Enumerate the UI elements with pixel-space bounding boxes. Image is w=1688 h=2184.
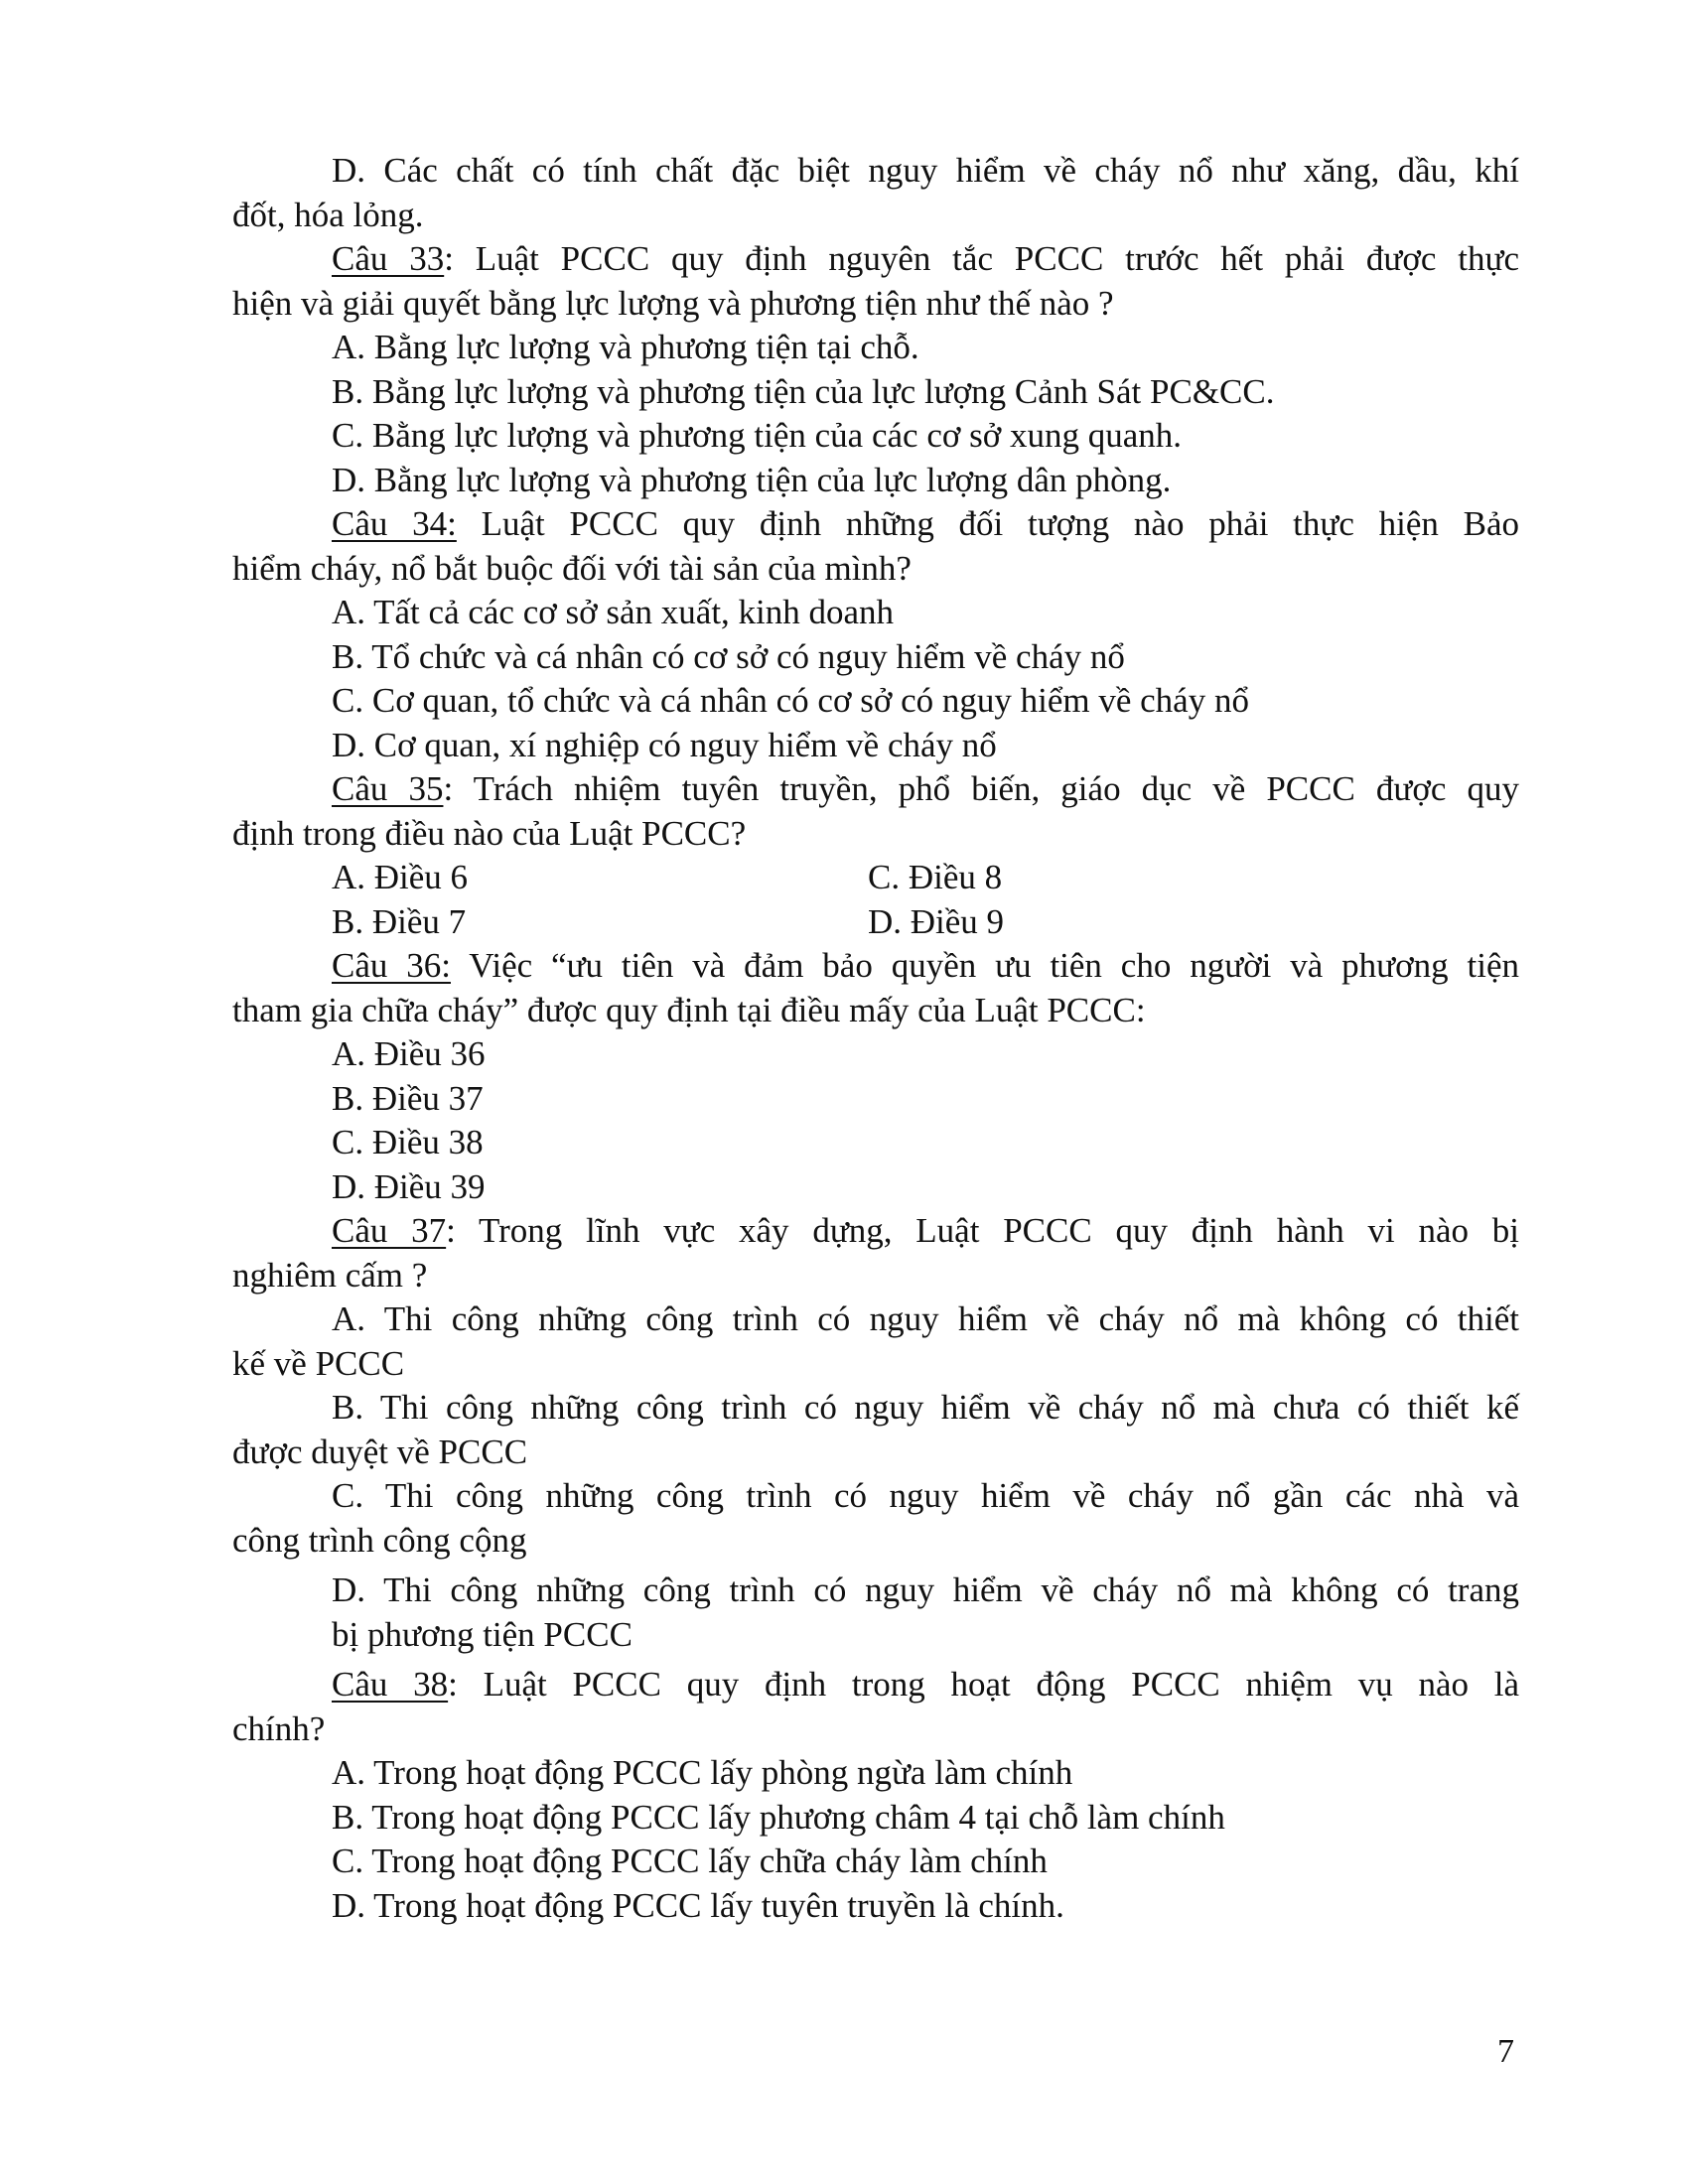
q38-option-d: D. Trong hoạt động PCCC lấy tuyên truyền là chính. (332, 1885, 1064, 1925)
q36-option-a: A. Điều 36 (332, 1034, 486, 1073)
q34-label: Câu 34: (332, 504, 457, 543)
q35-question-line1: Câu 35: Trách nhiệm tuyên truyền, phổ biến, giáo dục về PCCC được quy (332, 769, 1519, 808)
q38-option-c: C. Trong hoạt động PCCC lấy chữa cháy làm chính (332, 1842, 1048, 1880)
q35-option-a: A. Điều 6 (332, 858, 469, 896)
q33-option-c: C. Bằng lực lượng và phương tiện của các cơ sở xung quanh. (332, 416, 1183, 455)
q32-option-d-line2: đốt, hóa lỏng. (232, 195, 424, 234)
q33-option-d: D. Bằng lực lượng và phương tiện của lực lượng dân phòng. (332, 460, 1172, 499)
q36-option-c: C. Điều 38 (332, 1123, 484, 1161)
q35-options-row1 (232, 856, 1519, 900)
q35-option-c: C. Điều 8 (868, 858, 1003, 896)
q38-option-a: A. Trong hoạt động PCCC lấy phòng ngừa làm chính (332, 1753, 1073, 1792)
q33-option-a: A. Bằng lực lượng và phương tiện tại chỗ. (332, 328, 919, 366)
q32-option-d-line1: D. Các chất có tính chất đặc biệt nguy hiểm về cháy nổ như xăng, dầu, khí (332, 151, 1519, 190)
q37-question-line1: Câu 37: Trong lĩnh vực xây dựng, Luật PCCC quy định hành vi nào bị (332, 1211, 1519, 1250)
q34-option-a: A. Tất cả các cơ sở sản xuất, kinh doanh (332, 593, 895, 631)
q33-question-line2: hiện và giải quyết bằng lực lượng và phương tiện như thế nào ? (232, 283, 1114, 323)
q35-option-d: D. Điều 9 (868, 901, 1005, 941)
q36-question-line2: tham gia chữa cháy” được quy định tại điều mấy của Luật PCCC: (232, 990, 1146, 1029)
q38-question-line1: Câu 38: Luật PCCC quy định trong hoạt động PCCC nhiệm vụ nào là (332, 1665, 1519, 1704)
q34-question-line2: hiểm cháy, nổ bắt buộc đối với tài sản của mình? (232, 548, 912, 588)
q33-option-b: B. Bằng lực lượng và phương tiện của lực lượng Cảnh Sát PC&CC. (332, 371, 1275, 411)
q37-question-line2: nghiêm cấm ? (232, 1255, 428, 1295)
q37-option-d-line2: bị phương tiện PCCC (332, 1614, 633, 1654)
q35-question-line2: định trong điều nào của Luật PCCC? (232, 813, 747, 853)
q34-question-line1: Câu 34: Luật PCCC quy định những đối tượng nào phải thực hiện Bảo (332, 504, 1520, 543)
q37-option-c-line2: công trình công cộng (232, 1520, 527, 1560)
q36-question-line1: Câu 36: Việc “ưu tiên và đảm bảo quyền ưu tiên cho người và phương tiện (332, 946, 1520, 985)
q35-option-b: B. Điều 7 (332, 901, 467, 941)
q37-option-a-line2: kế về PCCC (232, 1343, 405, 1383)
q36-option-b: B. Điều 37 (332, 1078, 484, 1118)
q34-option-c: C. Cơ quan, tổ chức và cá nhân có cơ sở có nguy hiểm về cháy nổ (332, 681, 1249, 720)
q34-option-d: D. Cơ quan, xí nghiệp có nguy hiểm về cháy nổ (332, 725, 997, 764)
q35-label: Câu 35 (332, 769, 444, 808)
page-number: 7 (1497, 2033, 1514, 2070)
q37-option-c-line1: C. Thi công những công trình có nguy hiểm về cháy nổ gần các nhà và (332, 1476, 1519, 1515)
document-page (232, 149, 1519, 1928)
q36-option-d: D. Điều 39 (332, 1166, 486, 1206)
q37-option-b-line2: được duyệt về PCCC (232, 1432, 528, 1471)
q36-label: Câu 36: (332, 946, 451, 985)
q34-option-b: B. Tổ chức và cá nhân có cơ sở có nguy hiểm về cháy nổ (332, 636, 1125, 676)
q35-options-row2 (232, 900, 1519, 945)
q38-option-b: B. Trong hoạt động PCCC lấy phương châm 4 tại chỗ làm chính (332, 1797, 1225, 1837)
q33-label: Câu 33 (332, 239, 445, 278)
q33-question-line1: Câu 33: Luật PCCC quy định nguyên tắc PCCC trước hết phải được thực (332, 239, 1519, 278)
q37-option-a-line1: A. Thi công những công trình có nguy hiểm về cháy nổ mà không có thiết (332, 1299, 1519, 1338)
q37-label: Câu 37 (332, 1211, 447, 1250)
q37-option-b-line1: B. Thi công những công trình có nguy hiểm về cháy nổ mà chưa có thiết kế (332, 1388, 1519, 1427)
q38-label: Câu 38 (332, 1665, 449, 1704)
q38-question-line2: chính? (232, 1708, 326, 1748)
q37-option-d-line1: D. Thi công những công trình có nguy hiểm về cháy nổ mà không có trang (332, 1570, 1519, 1609)
